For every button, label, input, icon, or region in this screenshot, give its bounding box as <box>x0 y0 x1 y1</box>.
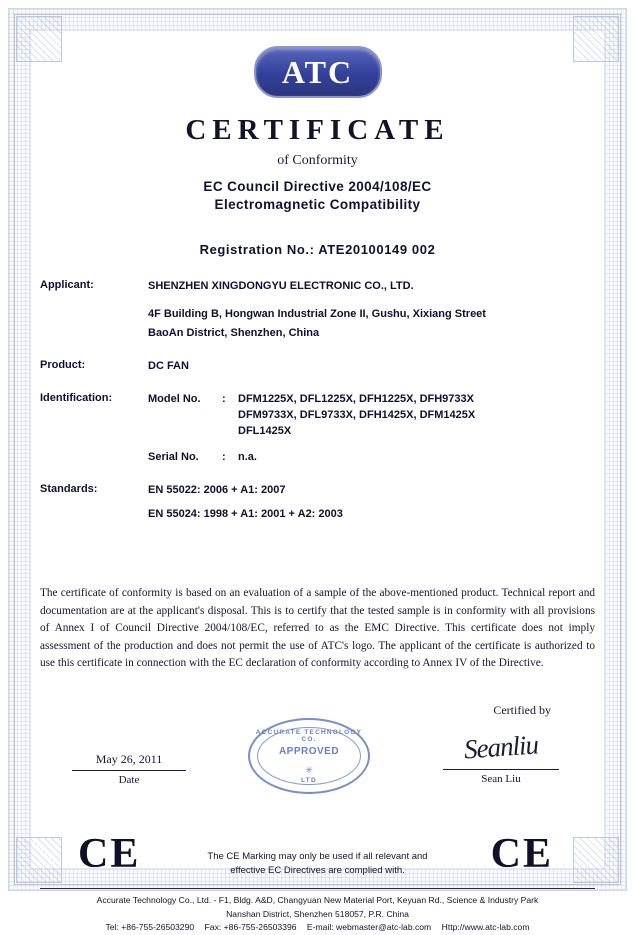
date-caption: Date <box>118 773 140 786</box>
spacer <box>148 440 595 450</box>
product-row <box>40 359 595 375</box>
applicant-name: SHENZHEN XINGDONGYU ELECTRONIC CO., LTD. <box>148 280 414 292</box>
standards-label: Standards: <box>40 482 98 495</box>
product-value: DC FAN <box>148 359 189 372</box>
applicant-address-row-1 <box>40 307 595 323</box>
footer-web: Http://www.atc-lab.com <box>441 922 530 933</box>
empty-label <box>40 326 148 342</box>
spacer <box>148 498 595 507</box>
spacer <box>40 378 595 392</box>
spacer <box>40 345 595 359</box>
signature-area <box>40 726 595 818</box>
applicant-address-row-2 <box>40 326 595 342</box>
footer-contact-line <box>40 921 595 935</box>
approval-stamp-icon <box>248 718 370 794</box>
applicant-row <box>40 279 595 295</box>
applicant-address-line-2: BaoAn District, Shenzhen, China <box>148 326 320 339</box>
serial-no-colon: : <box>222 450 226 463</box>
ce-note-line-1: The CE Marking may only be used if all relevant and <box>207 850 428 862</box>
ce-note-line-2: effective EC Directives are complied with. <box>230 864 405 876</box>
signer-block <box>421 729 581 785</box>
standards-row <box>40 483 595 524</box>
handwritten-signature: Seanliu <box>463 729 539 765</box>
signer-name: Sean Liu <box>481 772 521 785</box>
serial-no-row <box>148 450 595 466</box>
identification-values <box>148 392 595 466</box>
spacer <box>40 469 595 483</box>
model-line-2: DFM9733X, DFL9733X, DFH1425X, DFM1425X <box>238 408 476 421</box>
signature-rule <box>443 769 559 770</box>
model-no-row <box>148 392 595 440</box>
date-block <box>54 752 204 786</box>
directive-line-1: EC Council Directive 2004/108/EC <box>203 179 432 194</box>
serial-no-label: Serial No. <box>148 450 199 463</box>
empty-label <box>40 307 148 323</box>
certified-by-label: Certified by <box>493 702 551 717</box>
page-title: CERTIFICATE <box>185 114 450 146</box>
fields-section <box>40 279 595 523</box>
directive-line-2: Electromagnetic Compatibility <box>214 197 421 212</box>
atc-logo: ATC <box>254 46 382 98</box>
footer-line-2: Nanshan District, Shenzhen 518057, P.R. China <box>226 908 409 919</box>
stamp-star-icon: ✳ <box>305 764 313 775</box>
date-value: May 26, 2011 <box>95 751 163 766</box>
ce-mark-right-icon: CE <box>490 830 553 877</box>
stamp-ring-text-bottom: LTD <box>301 776 317 784</box>
serial-no-value: n.a. <box>238 450 257 463</box>
body-paragraph: The certificate of conformity is based on an evaluation of a sample of the above-mentioned product. Technical report and documentation are at the applicant's disposal. This is to certify that the tested sample is in conformity with all provisions of Annex I of Council Directive 2004/108/EC, referred to as the EMC Directive. This certificate does not imply assessment of the production and does not permit the use of ATC's logo. The applicant of the certificate is authorized to use this certificate in connection with the EC declaration of conformity according to Annex IV of the Directive. <box>40 587 595 670</box>
standard-line-1: EN 55022: 2006 + A1: 2007 <box>148 483 286 496</box>
registration-number: Registration No.: ATE20100149 002 <box>199 242 436 257</box>
standards-values <box>148 483 595 524</box>
applicant-address-line-1: 4F Building B, Hongwan Industrial Zone II, Gushu, Xixiang Street <box>148 307 486 320</box>
model-no-values <box>238 392 595 440</box>
standard-line-2: EN 55024: 1998 + A1: 2001 + A2: 2003 <box>148 508 343 521</box>
identification-row <box>40 392 595 466</box>
footer-tel: Tel: +86-755-26503290 <box>105 922 195 933</box>
product-label: Product: <box>40 358 86 371</box>
footer-fax: Fax: +86-755-26503396 <box>204 922 297 933</box>
stamp-center-text: APPROVED <box>278 745 340 757</box>
footer <box>40 888 595 935</box>
identification-label: Identification: <box>40 391 113 404</box>
certificate-content <box>40 36 595 933</box>
date-rule <box>72 770 186 771</box>
stamp-ring-text-top: ACCURATE TECHNOLOGY CO. <box>255 728 363 743</box>
applicant-label: Applicant: <box>40 279 94 291</box>
model-no-colon: : <box>222 392 226 405</box>
footer-line-1: Accurate Technology Co., Ltd. - F1, Bldg. A&D, Changyuan New Material Port, Keyuan Rd., Science & Industry Park <box>96 894 539 905</box>
ce-mark-left-icon: CE <box>78 830 141 877</box>
model-line-3: DFL1425X <box>238 424 292 437</box>
logo-container <box>40 46 595 98</box>
model-line-1: DFM1225X, DFL1225X, DFH1225X, DFH9733X <box>238 392 474 405</box>
subtitle: of Conformity <box>277 153 358 168</box>
spacer <box>40 298 595 307</box>
footer-email: E-mail: webmaster@atc-lab.com <box>306 922 432 933</box>
ce-marking-row <box>40 828 595 886</box>
model-no-label: Model No. <box>148 392 201 405</box>
